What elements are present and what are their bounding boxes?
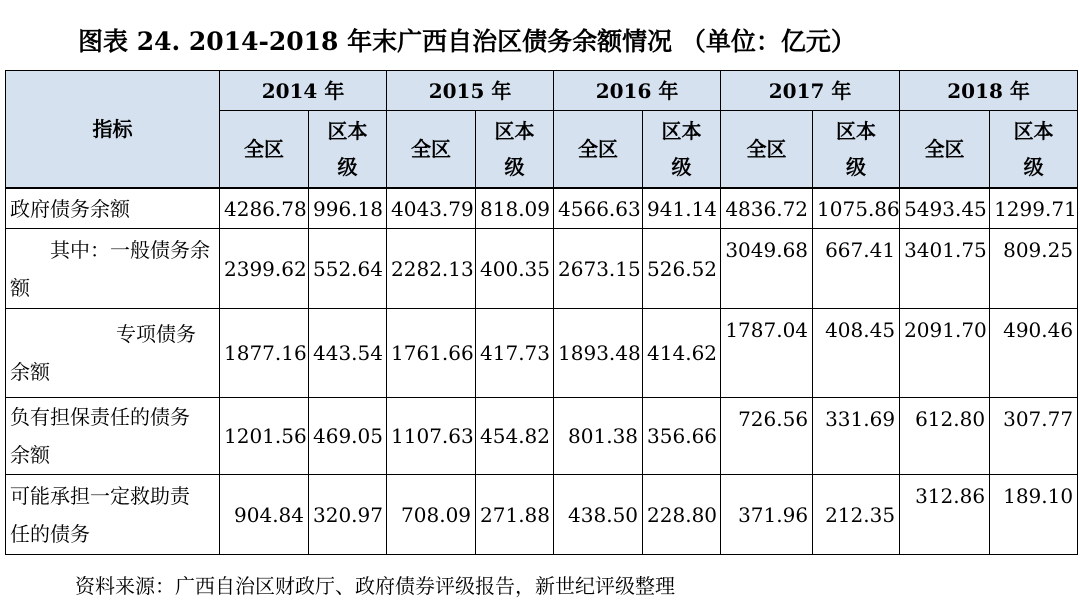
table-row [6,475,1078,555]
cell-value: 454.82 [476,398,554,475]
cell-value: 417.73 [476,309,554,398]
year-header: 2015 年 [387,71,554,111]
cell-value: 4286.78 [220,188,309,229]
table-row [6,398,1078,475]
cell-value: 552.64 [309,229,387,309]
table-row [6,188,1078,229]
cell-value: 490.46 [990,309,1078,398]
cell-value: 1893.48 [554,309,643,398]
cell-value: 818.09 [476,188,554,229]
cell-value: 1201.56 [220,398,309,475]
sub-header-all: 全区 [554,111,643,189]
cell-value: 2282.13 [387,229,476,309]
cell-value: 320.97 [309,475,387,555]
cell-value: 2091.70 [900,309,990,398]
cell-value: 2673.15 [554,229,643,309]
cell-value: 4836.72 [721,188,813,229]
sub-header-region: 区本 级 [309,111,387,189]
cell-value: 801.38 [554,398,643,475]
cell-value: 371.96 [721,475,813,555]
cell-value: 400.35 [476,229,554,309]
cell-value: 996.18 [309,188,387,229]
cell-value: 189.10 [990,475,1078,555]
cell-value: 212.35 [813,475,900,555]
sub-header-region: 区本 级 [990,111,1078,189]
table-row [6,309,1078,398]
cell-value: 408.45 [813,309,900,398]
cell-value: 667.41 [813,229,900,309]
row-label: 专项债务 余额 [6,309,220,398]
cell-value: 4566.63 [554,188,643,229]
indicator-header: 指标 [6,71,220,189]
row-label: 政府债务余额 [6,188,220,229]
source-note: 资料来源：广西自治区财政厅、政府债券评级报告，新世纪评级整理 [75,574,675,598]
cell-value: 1107.63 [387,398,476,475]
year-header: 2016 年 [554,71,721,111]
sub-header-all: 全区 [721,111,813,189]
debt-table [5,70,1078,555]
cell-value: 904.84 [220,475,309,555]
year-header-row [6,71,1078,111]
cell-value: 331.69 [813,398,900,475]
cell-value: 1877.16 [220,309,309,398]
year-header: 2018 年 [900,71,1078,111]
cell-value: 3401.75 [900,229,990,309]
sub-header-region: 区本 级 [813,111,900,189]
cell-value: 356.66 [643,398,721,475]
row-label: 负有担保责任的债务 余额 [6,398,220,475]
cell-value: 3049.68 [721,229,813,309]
sub-header-region: 区本 级 [476,111,554,189]
cell-value: 5493.45 [900,188,990,229]
cell-value: 414.62 [643,309,721,398]
cell-value: 271.88 [476,475,554,555]
sub-header-all: 全区 [387,111,476,189]
table-row [6,229,1078,309]
cell-value: 2399.62 [220,229,309,309]
year-header: 2017 年 [721,71,900,111]
cell-value: 1787.04 [721,309,813,398]
cell-value: 469.05 [309,398,387,475]
cell-value: 443.54 [309,309,387,398]
cell-value: 941.14 [643,188,721,229]
cell-value: 1075.86 [813,188,900,229]
table-title: 图表 24. 2014-2018 年末广西自治区债务余额情况 （单位：亿元） [78,27,856,56]
cell-value: 809.25 [990,229,1078,309]
cell-value: 312.86 [900,475,990,555]
sub-header-region: 区本 级 [643,111,721,189]
cell-value: 1299.71 [990,188,1078,229]
sub-header-all: 全区 [900,111,990,189]
sub-header-all: 全区 [220,111,309,189]
cell-value: 438.50 [554,475,643,555]
cell-value: 726.56 [721,398,813,475]
cell-value: 708.09 [387,475,476,555]
cell-value: 307.77 [990,398,1078,475]
cell-value: 228.80 [643,475,721,555]
year-header: 2014 年 [220,71,387,111]
row-label: 可能承担一定救助责 任的债务 [6,475,220,555]
cell-value: 526.52 [643,229,721,309]
cell-value: 1761.66 [387,309,476,398]
cell-value: 4043.79 [387,188,476,229]
row-label: 其中：一般债务余 额 [6,229,220,309]
cell-value: 612.80 [900,398,990,475]
